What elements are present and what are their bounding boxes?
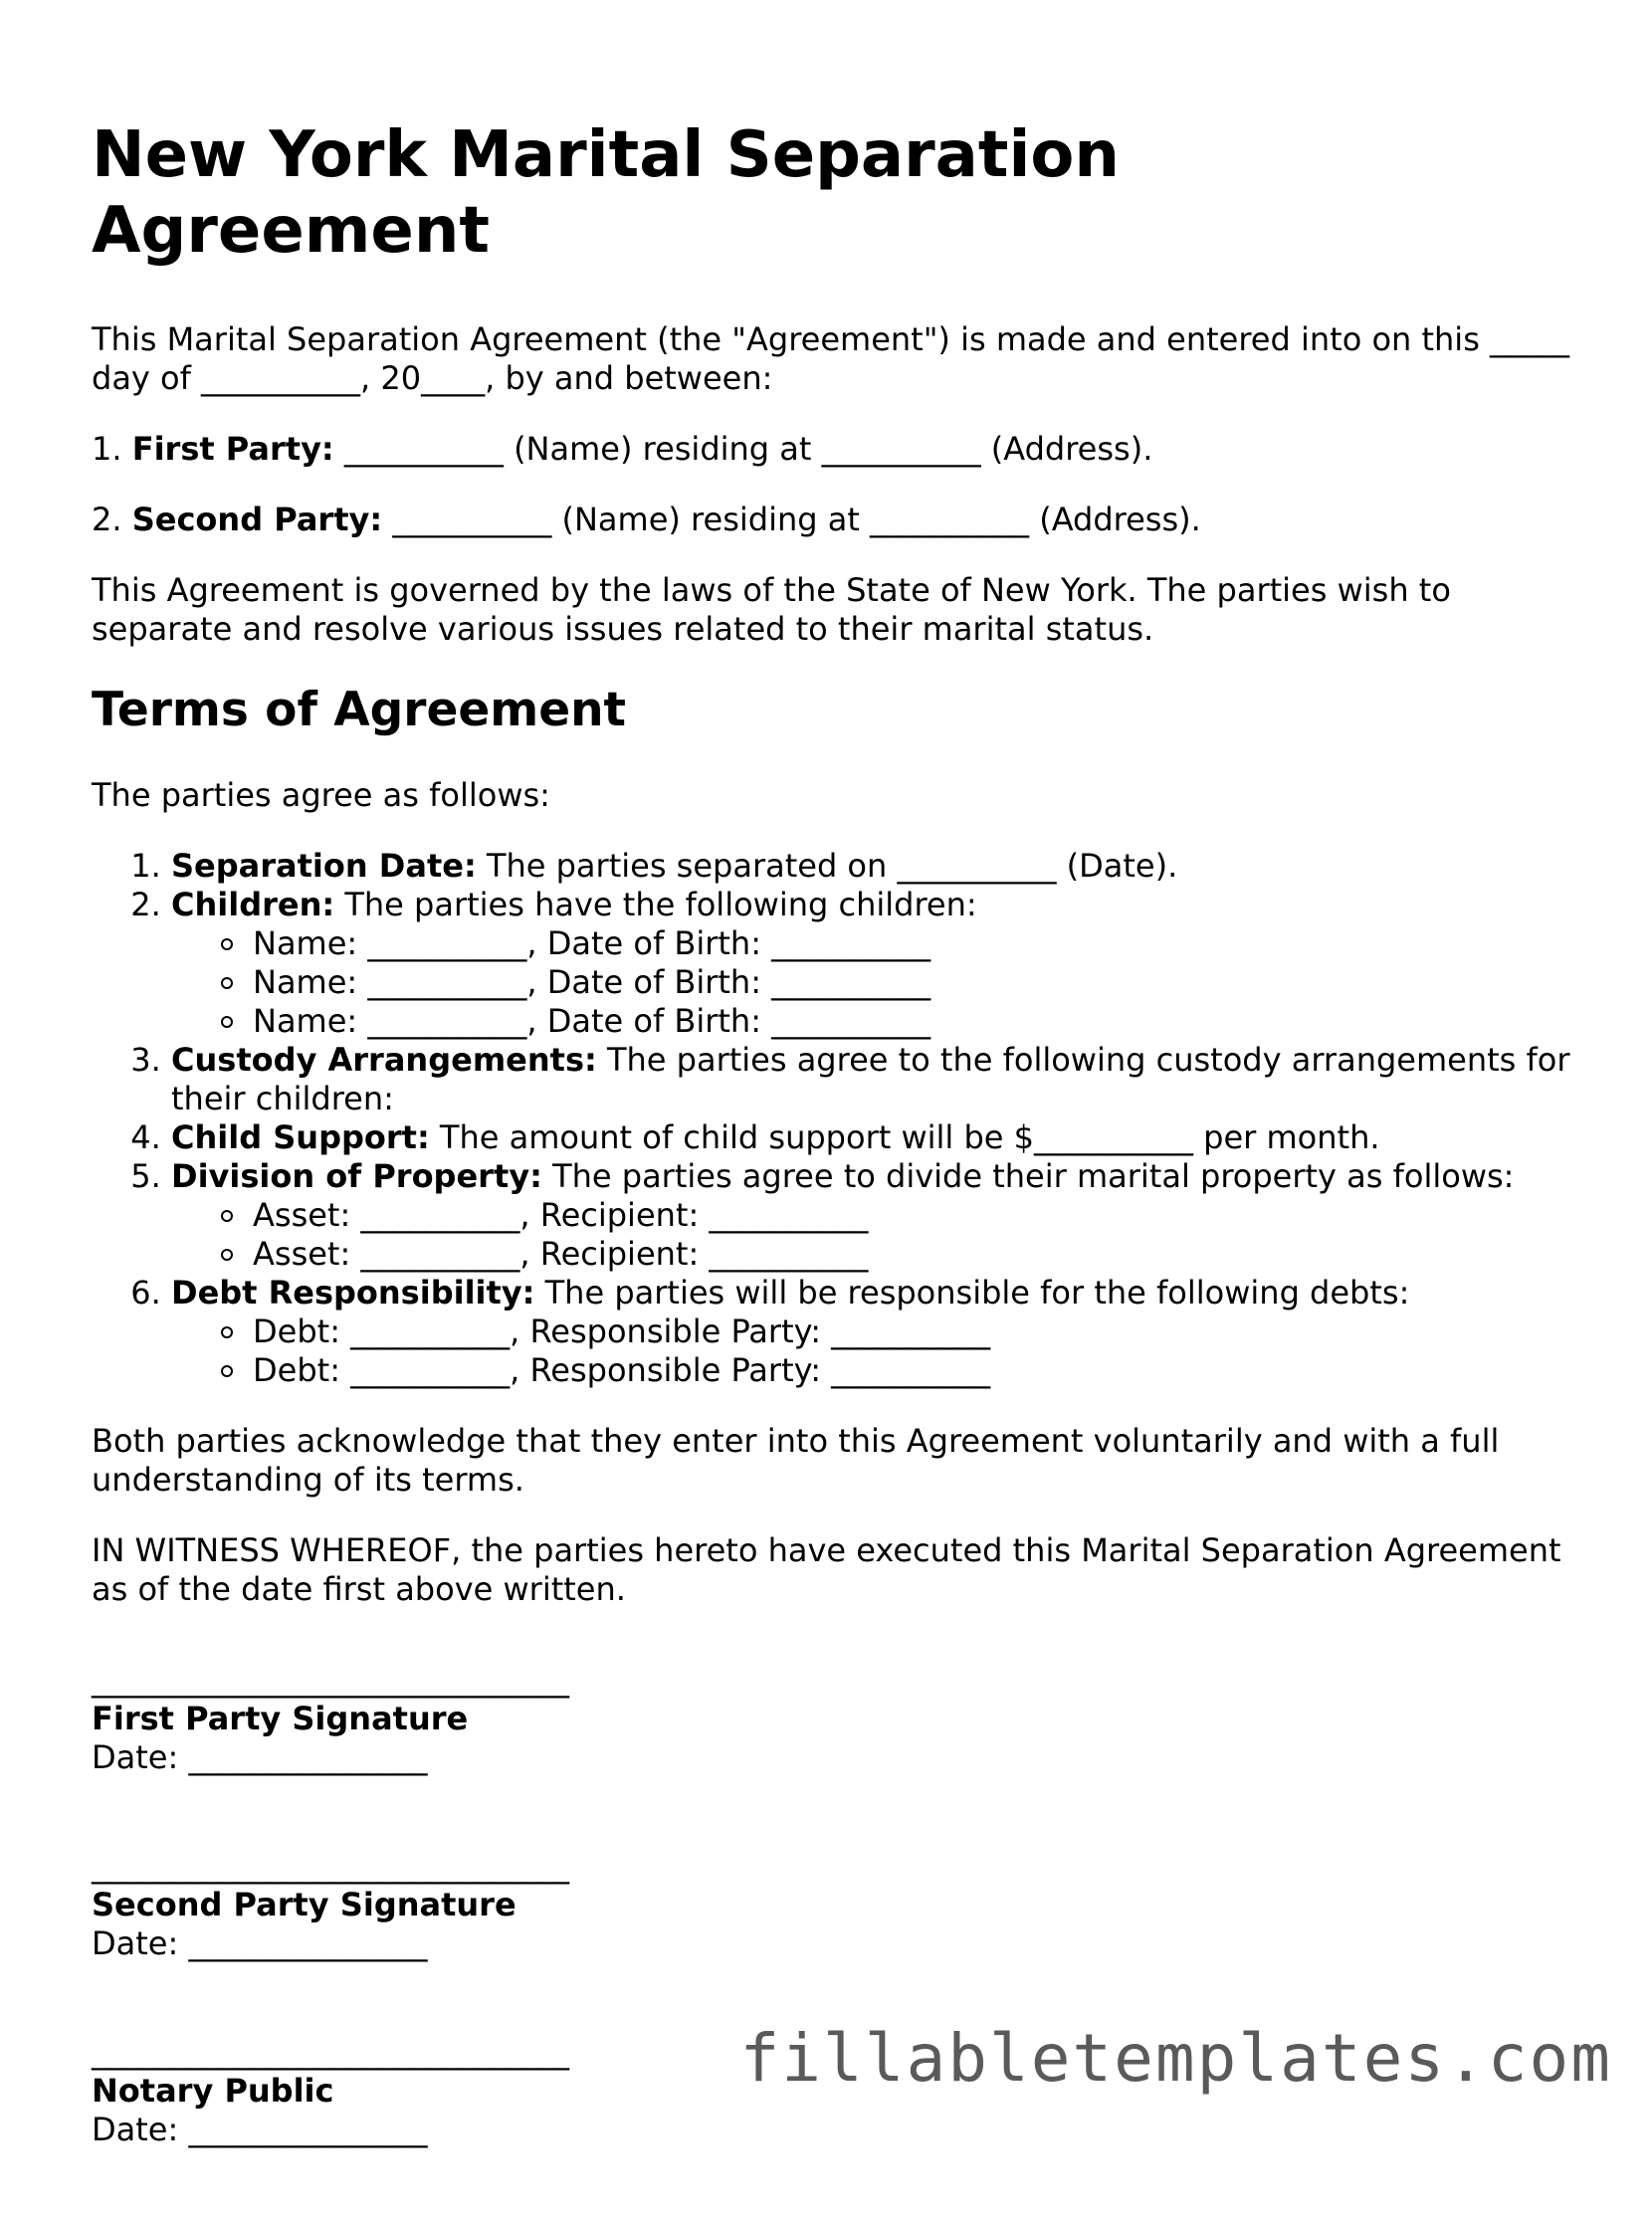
child-item: Name: __________, Date of Birth: __________ [215,1002,1574,1041]
term-separation-date [171,847,1574,886]
term-text: The parties agree to the following custody arrangements for their children: [171,1041,1570,1117]
debt-item: Debt: __________, Responsible Party: __________ [215,1312,1574,1351]
party-1-number: 1. [92,430,122,468]
term-text: The parties will be responsible for the following debts: [534,1274,1410,1311]
term-property [171,1157,1574,1274]
page-title: New York Marital Separation Agreement [92,118,1120,268]
term-label: Custody Arrangements: [171,1041,597,1079]
term-child-support [171,1118,1574,1157]
party-1-label: First Party: [131,430,334,468]
children-list [171,924,1574,1041]
term-label: Separation Date: [171,847,477,885]
signature-date[interactable]: Date: _______________ [92,1924,428,1962]
signature-line[interactable]: ______________________________ [92,1661,569,1699]
term-label: Division of Property: [171,1157,542,1195]
debt-item: Debt: __________, Responsible Party: __________ [215,1351,1574,1390]
term-text: The parties have the following children: [334,886,977,923]
signature-date[interactable]: Date: _______________ [92,1738,428,1776]
term-debt [171,1274,1574,1390]
witness-paragraph: IN WITNESS WHEREOF, the parties hereto have executed this Marital Separation Agreement as of the date first above written. [92,1531,1561,1608]
asset-item: Asset: __________, Recipient: __________ [215,1235,1574,1274]
term-label: Debt Responsibility: [171,1274,535,1311]
terms-lead: The parties agree as follows: [92,776,550,814]
party-1 [92,430,1574,469]
signature-date[interactable]: Date: _______________ [92,2111,428,2148]
signature-label: Second Party Signature [92,1886,516,1923]
document-page [92,117,1574,2219]
party-2-text: __________ (Name) residing at __________ (Address). [382,501,1201,538]
signature-label: First Party Signature [92,1700,469,1737]
term-text: The amount of child support will be $__________ per month. [429,1118,1380,1156]
signature-line[interactable]: ______________________________ [92,1847,569,1885]
signature-label: Notary Public [92,2072,334,2110]
term-text: The parties separated on __________ (Date). [476,847,1178,885]
child-item: Name: __________, Date of Birth: __________ [215,963,1574,1002]
term-children [171,886,1574,1041]
signature-first-party [92,1661,1574,1777]
signature-second-party [92,1847,1574,1963]
governing-law-paragraph: This Agreement is governed by the laws of the State of New York. The parties wish to separate and resolve various issues related to their marital status. [92,571,1451,648]
watermark: fillabletemplates.com [739,2020,1612,2097]
party-2 [92,501,1574,539]
terms-list [92,847,1574,1390]
term-label: Child Support: [171,1118,430,1156]
party-2-number: 2. [92,501,122,538]
asset-item: Asset: __________, Recipient: __________ [215,1196,1574,1235]
asset-list [171,1196,1574,1274]
terms-heading: Terms of Agreement [92,683,627,737]
intro-paragraph: This Marital Separation Agreement (the "Agreement") is made and entered into on this _____ day of __________, 20____, by and between: [92,320,1570,397]
child-item: Name: __________, Date of Birth: __________ [215,924,1574,963]
party-2-label: Second Party: [131,501,383,538]
term-custody [171,1041,1574,1118]
term-label: Children: [171,886,335,923]
party-1-text: __________ (Name) residing at __________ (Address). [333,430,1153,468]
signature-line[interactable]: ______________________________ [92,2033,569,2071]
term-text: The parties agree to divide their marital property as follows: [541,1157,1515,1195]
debt-list [171,1312,1574,1390]
acknowledge-paragraph: Both parties acknowledge that they enter into this Agreement voluntarily and with a full understanding of its terms. [92,1422,1500,1499]
